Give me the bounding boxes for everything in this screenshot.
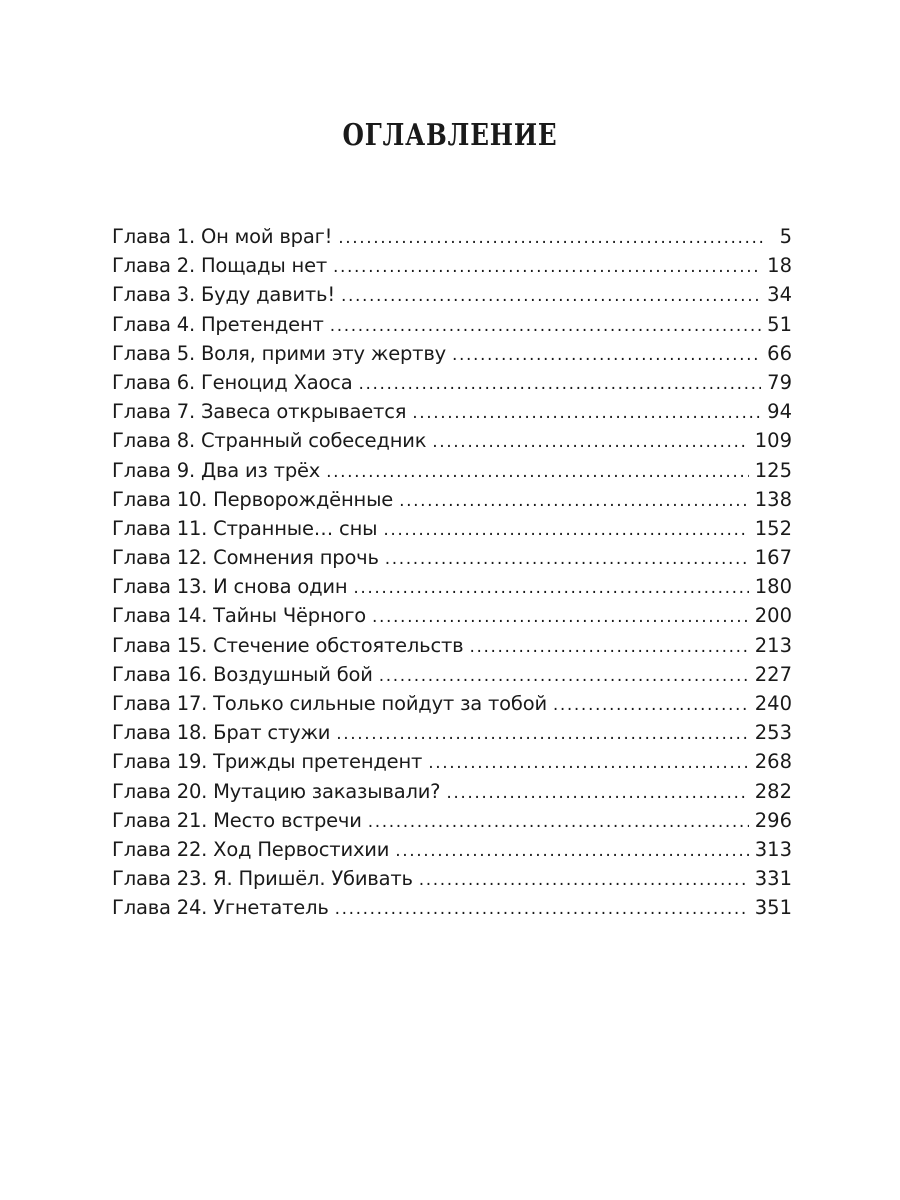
toc-entry [112, 426, 792, 455]
page-number: 167 [754, 546, 792, 570]
page-number: 94 [767, 400, 792, 424]
dot-leader [469, 633, 748, 662]
chapter-title: Глава 15. Стечение обстоятельств [112, 633, 464, 657]
page-number: 313 [754, 837, 792, 861]
chapter-title: Глава 5. Воля, прими эту жертву [112, 341, 446, 365]
toc-entry [112, 456, 792, 485]
page-number: 79 [767, 370, 792, 394]
chapter-title: Глава 21. Место встречи [112, 808, 362, 832]
page-number: 66 [767, 341, 792, 365]
toc-entry [112, 339, 792, 368]
dot-leader [333, 253, 761, 282]
dot-leader [358, 370, 761, 399]
dot-leader [335, 895, 749, 924]
chapter-title: Глава 23. Я. Пришёл. Убивать [112, 867, 413, 891]
chapter-title: Глава 12. Сомнения прочь [112, 546, 379, 570]
page-number: 268 [754, 750, 792, 774]
dot-leader [383, 516, 748, 545]
chapter-title: Глава 11. Странные… сны [112, 516, 378, 540]
toc-entry [112, 222, 792, 251]
page-number: 296 [754, 808, 792, 832]
dot-leader [395, 837, 749, 866]
page-number: 282 [754, 779, 792, 803]
chapter-title: Глава 14. Тайны Чёрного [112, 604, 367, 628]
page-number: 200 [754, 604, 792, 628]
page-number: 180 [754, 575, 792, 599]
chapter-title: Глава 2. Пощады нет [112, 254, 328, 278]
chapter-title: Глава 7. Завеса открывается [112, 400, 407, 424]
chapter-title: Глава 3. Буду давить! [112, 283, 335, 307]
chapter-title: Глава 9. Два из трёх [112, 458, 321, 482]
toc-entry [112, 689, 792, 718]
page-number: 351 [754, 896, 792, 920]
page-number: 213 [754, 633, 792, 657]
toc-entry [112, 601, 792, 630]
chapter-title: Глава 22. Ход Первостихии [112, 837, 390, 861]
toc-entry [112, 806, 792, 835]
page-number: 51 [767, 312, 792, 336]
dot-leader [553, 691, 749, 720]
chapter-title: Глава 4. Претендент [112, 312, 324, 336]
dot-leader [412, 399, 761, 428]
dot-leader [399, 487, 749, 516]
dot-leader [326, 458, 749, 487]
toc-entry [112, 397, 792, 426]
chapter-title: Глава 1. Он мой враг! [112, 225, 333, 248]
toc-entry [112, 572, 792, 601]
dot-leader [353, 574, 748, 603]
page-number: 109 [754, 429, 792, 453]
toc-entry [112, 835, 792, 864]
dot-leader [452, 341, 761, 370]
toc-entry [112, 543, 792, 572]
chapter-title: Глава 16. Воздушный бой [112, 662, 373, 686]
dot-leader [341, 282, 761, 311]
toc-entry [112, 514, 792, 543]
page-number: 5 [779, 225, 792, 248]
dot-leader [446, 779, 748, 808]
dot-leader [385, 545, 749, 574]
page-number: 240 [754, 692, 792, 715]
toc-entry [112, 485, 792, 514]
toc-entry [112, 660, 792, 689]
toc-entry [112, 251, 792, 280]
dot-leader [372, 603, 749, 632]
chapter-title: Глава 20. Мутацию заказывали? [112, 779, 441, 803]
page-number: 18 [767, 254, 792, 278]
page-number: 138 [754, 487, 792, 511]
dot-leader [432, 428, 748, 457]
chapter-title: Глава 8. Странный собеседник [112, 429, 427, 453]
dot-leader [379, 662, 749, 691]
page-number: 331 [754, 867, 792, 891]
toc-entry [112, 631, 792, 660]
toc-entry [112, 747, 792, 776]
toc-entry [112, 310, 792, 339]
chapter-title: Глава 17. Только сильные пойдут за тобой [112, 692, 547, 715]
page-number: 253 [754, 721, 792, 745]
chapter-title: Глава 13. И снова один [112, 575, 348, 599]
table-of-contents [112, 222, 792, 923]
toc-entry [112, 864, 792, 893]
page-number: 152 [754, 516, 792, 540]
dot-leader [368, 808, 749, 837]
toc-entry [112, 368, 792, 397]
chapter-title: Глава 24. Угнетатель [112, 896, 329, 920]
toc-entry [112, 777, 792, 806]
page-number: 125 [754, 458, 792, 482]
page-title: ОГЛАВЛЕНИЕ [342, 118, 558, 153]
chapter-title: Глава 10. Перворождённые [112, 487, 394, 511]
chapter-title: Глава 6. Геноцид Хаоса [112, 370, 353, 394]
dot-leader [419, 866, 749, 895]
chapter-title: Глава 19. Трижды претендент [112, 750, 423, 774]
toc-entry [112, 280, 792, 309]
dot-leader [336, 720, 748, 749]
dot-leader [428, 749, 749, 778]
dot-leader [338, 224, 764, 253]
page-number: 34 [767, 283, 792, 307]
toc-entry [112, 718, 792, 747]
dot-leader [330, 312, 761, 341]
page-number: 227 [754, 662, 792, 686]
chapter-title: Глава 18. Брат стужи [112, 721, 331, 745]
toc-entry [112, 893, 792, 922]
